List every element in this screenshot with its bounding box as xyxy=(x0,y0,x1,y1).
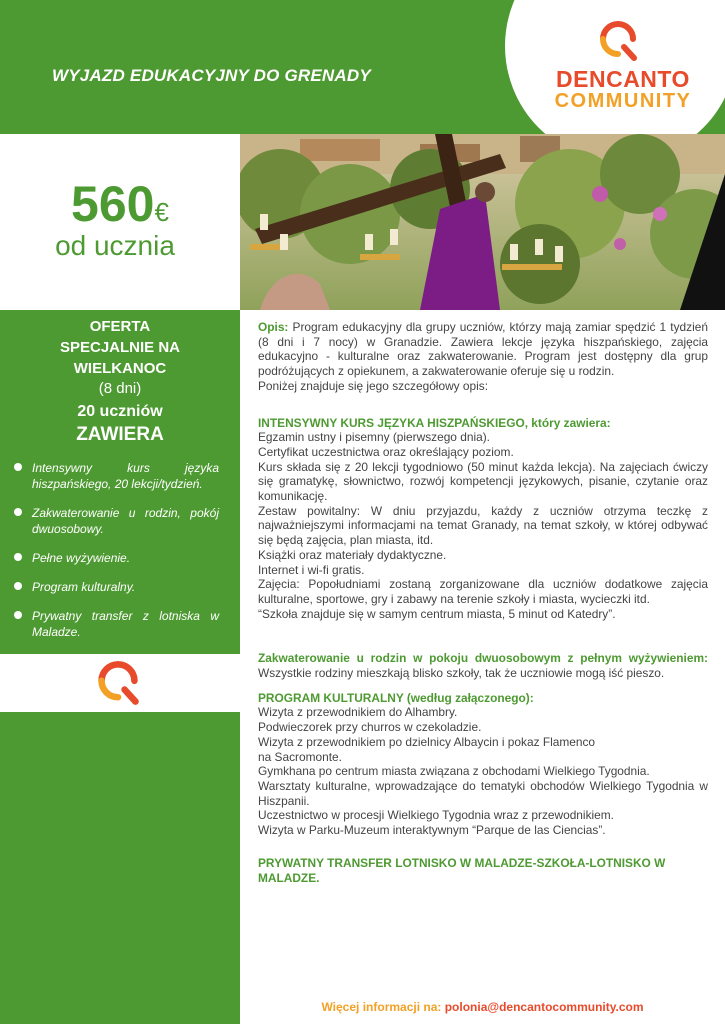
page-title: WYJAZD EDUKACYJNY DO GRENADY xyxy=(52,66,371,85)
course-line: Zajęcia: Popołudniami zostaną zorganizowane dla uczniów dodatkowe zajęcia kulturalne, sportowe, gry i zabawy na terenie szkoły i miasta, wycieczki itd. xyxy=(258,577,708,606)
opis-paragraph: Opis: Program edukacyjny dla grupy uczniów, którzy mają zamiar spędzić 1 tydzień (8 dni i 7 nocy) w Granadzie. Zawiera lekcje języka hiszpańskiego, zajęcia edukacyjno - kulturalne oraz zakwaterowanie. Program jest dostępny dla grup podróżujących z opiekunem, a zakwaterowanie oferuje się u rodzin. xyxy=(258,320,708,379)
program-line: Gymkhana po centrum miasta związana z obchodami Wielkiego Tygodnia. xyxy=(258,764,650,779)
program-line: Wizyta w Parku-Muzeum interaktywnym “Parque de las Ciencias”. xyxy=(258,823,606,838)
offer-days: (8 dni) xyxy=(98,380,142,397)
price-per-student: od ucznia xyxy=(55,230,175,261)
procession-photo xyxy=(240,134,725,310)
program-line: Podwieczorek przy churros w czekoladzie. xyxy=(258,720,482,735)
bullet-icon xyxy=(14,463,22,471)
opis-more: Poniżej znajduje się jego szczegółowy opis: xyxy=(258,378,489,393)
offer-line-3: WIELKANOC xyxy=(73,360,167,377)
course-line: “Szkoła znajduje się w samym centrum miasta, 5 minut od Katedry”. xyxy=(258,606,616,621)
list-item: Program kulturalny. xyxy=(14,579,219,595)
logo-name-line1: DENCANTO xyxy=(556,66,690,92)
dencanto-logo-small-icon xyxy=(95,660,141,706)
dencanto-logo-icon xyxy=(597,20,639,62)
offer-includes-heading: ZAWIERA xyxy=(76,424,164,445)
email-link[interactable]: polonia@dencantocommunity.com xyxy=(444,1000,644,1014)
includes-list xyxy=(14,460,219,653)
footer xyxy=(240,1000,725,1014)
program-line: Warsztaty kulturalne, wprowadzające do tematyki obchodów Wielkiego Tygodnia w Hiszpanii. xyxy=(258,778,708,808)
course-line: Egzamin ustny i pisemny (pierwszego dnia). xyxy=(258,430,490,445)
logo-wordmark xyxy=(548,68,698,112)
footer-label: Więcej informacji na: xyxy=(321,1000,445,1014)
program-line: Wizyta z przewodnikiem po dzielnicy Albaycin i pokaz Flamenco xyxy=(258,734,596,749)
bottom-left-band xyxy=(0,712,240,1024)
bullet-icon xyxy=(14,611,22,619)
course-line: Książki oraz materiały dydaktyczne. xyxy=(258,547,447,562)
opis-label: Opis: xyxy=(258,320,289,334)
course-line: Kurs składa się z 20 lekcji tygodniowo (50 minut każda lekcja). Na zajęciach ćwiczy się gramatykę, słownictwo, rozwój kompetencji językowych, pisanie, czytanie oraz komunikację. xyxy=(258,459,708,504)
accommodation-heading: Zakwaterowanie u rodzin w pokoju dwuosobowym z pełnym wyżywieniem: xyxy=(258,651,708,666)
program-line: Wizyta z przewodnikiem do Alhambry. xyxy=(258,705,458,720)
program-heading: PROGRAM KULTURALNY (według załączonego): xyxy=(258,690,534,705)
bullet-icon xyxy=(14,508,22,516)
offer-box xyxy=(0,316,240,446)
list-item: Pełne wyżywienie. xyxy=(14,550,219,566)
price-currency: € xyxy=(154,197,169,227)
bullet-icon xyxy=(14,582,22,590)
program-line: na Sacromonte. xyxy=(258,749,342,764)
course-line: Certyfikat uczestnictwa oraz określający poziom. xyxy=(258,444,514,459)
offer-line-2: SPECJALNIE NA xyxy=(59,339,181,356)
program-line: Uczestnictwo w procesji Wielkiego Tygodnia wraz z przewodnikiem. xyxy=(258,808,614,823)
logo-name-line2: COMMUNITY xyxy=(554,90,692,112)
bullet-icon xyxy=(14,553,22,561)
course-line: Zestaw powitalny: W dniu przyjazdu, każdy z uczniów otrzyma teczkę z najważniejszymi informacjami na temat Granady, na temat szkoły, w której odbywać się będą zajęcia, plan miasta, itd. xyxy=(258,503,708,548)
price-amount: 560 xyxy=(71,176,155,232)
course-heading: INTENSYWNY KURS JĘZYKA HISZPAŃSKIEGO, który zawiera: xyxy=(258,415,611,430)
offer-students: 20 uczniów xyxy=(77,403,163,420)
offer-line-1: OFERTA xyxy=(89,318,151,335)
list-item: Prywatny transfer z lotniska w Maladze. xyxy=(14,608,219,640)
list-item: Intensywny kurs języka hiszpańskiego, 20 lekcji/tydzień. xyxy=(14,460,219,492)
course-line: Internet i wi-fi gratis. xyxy=(258,562,365,577)
accommodation-paragraph: Zakwaterowanie u rodzin w pokoju dwuosobowym z pełnym wyżywieniem: Wszystkie rodziny mieszkają blisko szkoły, tak że uczniowie mogą iść pieszo. xyxy=(258,651,708,681)
description xyxy=(258,320,708,885)
list-item: Zakwaterowanie u rodzin, pokój dwuosobowy. xyxy=(14,505,219,537)
transfer-heading: PRYWATNY TRANSFER LOTNISKO W MALADZE-SZKOŁA-LOTNISKO W MALADZE. xyxy=(258,855,666,885)
